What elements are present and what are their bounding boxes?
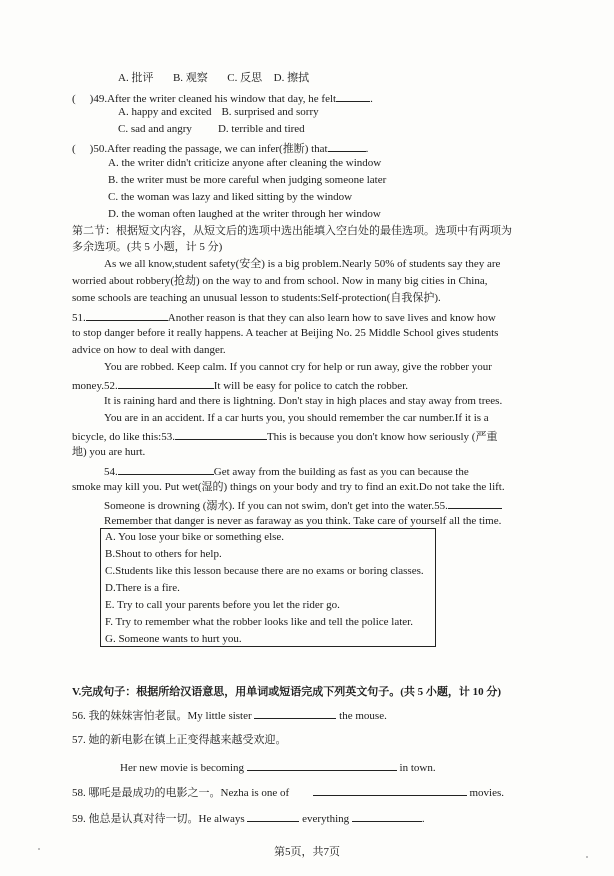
q57-blank[interactable] (247, 760, 397, 771)
passage-line-q53: bicycle, do like this:53. This is because you don't know how seriously (严重 (72, 431, 498, 443)
q59: 59. 他总是认真对待一切。He always everything . (72, 813, 425, 825)
q49-option-c: C. sad and angry (118, 123, 192, 135)
section2-instruction-line1: 第二节：根据短文内容，从短文后的选项中选出能填入空白处的最佳选项。选项中有两项为 (72, 225, 512, 237)
q49-options-row1 (118, 106, 319, 119)
q50-stem: ( )50.After reading the passage, we can infer(推断) that . (72, 143, 369, 155)
option-g: G. Someone wants to hurt you. (105, 633, 242, 645)
q50-blank[interactable] (328, 141, 366, 152)
passage-line: to stop danger before it really happens. A teacher at Beijing No. 25 Middle School gives students (72, 327, 499, 339)
q48-option-b: B. 观察 (172, 72, 208, 84)
q50-option-c: C. the woman was lazy and liked sitting by the window (108, 191, 353, 203)
passage-line: You are robbed. Keep calm. If you cannot cry for help or run away, give the robber your (104, 361, 492, 373)
answer-paren-open: ( (72, 93, 76, 105)
q50-stem-text: 50.After reading the passage, we can infer(推断) that (93, 143, 328, 155)
answer-paren-close: ) (89, 143, 94, 155)
q58-blank[interactable] (313, 785, 467, 796)
option-c: C.Students like this lesson because there are no exams or boring classes. (105, 565, 424, 577)
scan-speck (586, 856, 588, 858)
q49-blank[interactable] (336, 91, 370, 102)
q55-blank[interactable] (448, 498, 502, 509)
option-d: D.There is a fire. (105, 582, 180, 594)
q49-option-a: A. happy and excited (118, 106, 212, 118)
q49-stem: ( )49.After the writer cleaned his window that day, he felt . (72, 93, 373, 105)
q51-blank[interactable] (86, 310, 168, 321)
q52-blank[interactable] (118, 378, 214, 389)
q56: 56. 我的妹妹害怕老鼠。My little sister the mouse. (72, 710, 387, 722)
q49-options-row2 (118, 123, 305, 136)
q50-option-a: A. the writer didn't criticize anyone after cleaning the window (108, 157, 382, 169)
q57-prompt: 57. 她的新电影在镇上正变得越来越受欢迎。 (72, 734, 287, 746)
option-e: E. Try to call your parents before you let the rider go. (105, 599, 340, 611)
passage-line: some schools are teaching an unusual lesson to students:Self-protection(自我保护). (72, 292, 441, 304)
q57: Her new movie is becoming in town. (120, 762, 436, 774)
q49-option-d: D. terrible and tired (217, 123, 305, 135)
q59-blank-1[interactable] (247, 811, 299, 822)
q49-stem-text: 49.After the writer cleaned his window that day, he felt (93, 93, 337, 105)
options-box (100, 528, 436, 647)
q58: 58. 哪吒是最成功的电影之一。Nezha is one of movies. (72, 787, 505, 799)
q48-option-a: A. 批评 (118, 72, 154, 84)
passage-line-q54: 54. Get away from the building as fast as you can because the (104, 466, 469, 478)
q50-option-d: D. the woman often laughed at the writer through her window (108, 208, 381, 220)
passage-line: advice on how to deal with danger. (72, 344, 226, 356)
page-number-footer: 第5页，共7页 (274, 846, 340, 858)
section2-instruction-line2: 多余选项。(共 5 小题，计 5 分) (72, 241, 223, 253)
passage-line: worried about robbery(抢劫) on the way to and from school. Now in many big cities in China, (72, 275, 488, 287)
q54-blank[interactable] (118, 464, 214, 475)
q48-option-d: D. 擦拭 (273, 72, 310, 84)
passage-line: 地) you are hurt. (72, 446, 146, 458)
q48-options (118, 72, 309, 85)
passage-line: You are in an accident. If a car hurts you, you should remember the car number.If it is a (104, 412, 489, 424)
q59-blank-2[interactable] (352, 811, 422, 822)
passage-line-q55: Someone is drowning (溺水). If you can not swim, don't get into the water.55. (104, 498, 502, 513)
answer-paren-close: ) (89, 93, 94, 105)
q50-option-b: B. the writer must be more careful when judging someone later (108, 174, 387, 186)
q53-blank[interactable] (175, 429, 267, 440)
passage-line: Remember that danger is never as faraway as you think. Take care of yourself all the time. (104, 515, 502, 527)
section5-heading: V.完成句子：根据所给汉语意思，用单词或短语完成下列英文句子。(共 5 小题，计 10 分) (72, 686, 502, 698)
passage-line-q51: 51. Another reason is that they can also learn how to save lives and know how (72, 312, 496, 324)
passage-line: smoke may kill you. Put wet(湿的) things on your body and try to find an exit.Do not take the lift. (72, 481, 505, 493)
answer-paren-open: ( (72, 143, 76, 155)
q56-blank[interactable] (254, 708, 336, 719)
option-a: A. You lose your bike or something else. (105, 531, 285, 543)
passage-line: It is raining hard and there is lightning. Don't stay in high places and stay away from trees. (104, 395, 503, 407)
option-b: B.Shout to others for help. (105, 548, 222, 560)
option-f: F. Try to remember what the robber looks like and tell the police later. (105, 616, 413, 628)
scan-speck (38, 848, 40, 850)
passage-line-q52: money.52. It will be easy for police to catch the robber. (72, 380, 408, 392)
q49-option-b: B. surprised and sorry (221, 106, 319, 118)
passage-line: As we all know,student safety(安全) is a big problem.Nearly 50% of students say they are (104, 258, 501, 270)
q48-option-c: C. 反思 (227, 72, 263, 84)
